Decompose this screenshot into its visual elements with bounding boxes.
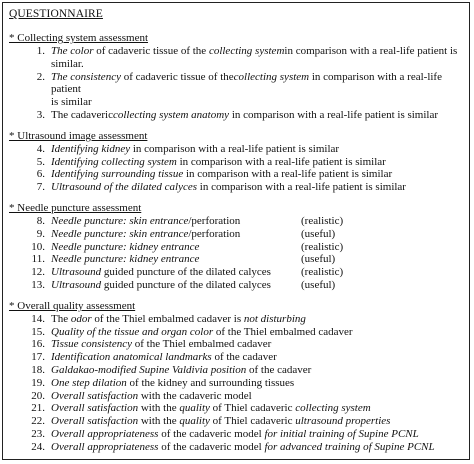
question-text-part: Ultrasound of the dilated calyces [51,181,198,194]
question-text-part: Tissue consistency [51,338,132,351]
question-text-part: in comparison with a real-life patient is similar [197,181,406,194]
question-text [51,313,463,326]
question-number: 21. [31,402,45,415]
question-item [9,390,463,403]
question-text [51,253,463,266]
question-number: 4. [36,142,45,155]
question-text [51,351,463,364]
question-text-part: guided puncture of the dilated calyces [101,278,271,291]
rating-type-label: (useful) [301,227,336,240]
question-number: 8. [36,214,45,227]
question-text-part: with the cadaveric model [138,389,252,402]
rating-type-label: (useful) [301,253,336,266]
question-text-part: in comparison with a real-life patient [51,70,442,96]
section-title-text: * Collecting system assessment [9,32,149,44]
question-text-part: Needle puncture: kidney entrance [51,253,200,266]
question-number: 22. [31,415,45,428]
question-text-part: of the kidney and surrounding tissues [126,376,295,389]
question-item [9,402,463,415]
question-number: 1. [36,45,45,57]
question-text-part: guided puncture of the dilated calyces [101,266,271,279]
question-text-part: with the [138,415,180,428]
question-item [9,326,463,339]
question-text-part: Galdakao-modified Supine Valdivia position [51,363,247,376]
question-item [9,156,463,169]
question-text [51,215,463,228]
question-text [51,156,463,169]
question-text-part: of cadaveric tissue of the [93,45,209,57]
question-number: 2. [36,70,45,83]
question-number: 5. [36,155,45,168]
question-text-part: of the cadaveric model [158,440,265,453]
question-number: 11. [31,253,45,266]
question-text-part: One step dilation [51,376,127,389]
question-text-part: in comparison with a real-life patient is [284,45,458,57]
question-text [51,326,463,339]
question-text [51,71,463,97]
rating-type-label: (realistic) [301,240,344,253]
question-item [9,441,463,454]
question-item [9,181,463,194]
sections-container [9,32,463,454]
question-text-part: ultrasound properties [295,415,391,428]
question-text-part: of Thiel cadaveric [209,415,296,428]
section [9,32,463,122]
question-text-part: in comparison with a real-life patient is similar [229,108,439,121]
question-text-part: Overall satisfaction [51,415,139,428]
section-title-text: * Needle puncture assessment [9,201,142,214]
section-title [9,300,463,313]
question-text [51,390,463,403]
question-number: 9. [36,227,45,240]
question-number: 13. [31,278,45,291]
question-text-part: Needle puncture: skin entrance [51,227,189,240]
question-text [51,428,463,441]
section-title-text: * Overall quality assessment [9,299,136,312]
question-text-part: of cadaveric tissue of the [120,70,234,83]
question-text [51,109,463,122]
rating-type-label: (realistic) [301,266,344,279]
question-text [51,441,463,454]
rating-type-label: (realistic) [301,214,344,227]
question-text-part: Identifying surrounding tissue [51,168,184,181]
question-text [51,241,463,254]
question-item [9,45,463,58]
question-item [9,168,463,181]
question-text [51,364,463,377]
question-text [51,168,463,181]
question-text-part: for initial training of Supine PCNL [264,427,419,440]
question-item [9,71,463,97]
question-number: 7. [36,181,45,194]
question-text-part: odor [70,312,92,325]
question-text [51,338,463,351]
question-text-part: with the [138,402,180,415]
question-text-part: Identification anatomical landmarks [51,351,212,364]
question-number: 20. [31,389,45,402]
question-item [9,143,463,156]
question-text-part: Ultrasound [51,266,102,279]
questionnaire-box [2,2,470,460]
question-number: 6. [36,168,45,181]
question-text-part: Overall satisfaction [51,402,139,415]
question-text-part: Overall satisfaction [51,389,139,402]
question-number: 18. [31,363,45,376]
question-text [51,181,463,194]
question-text-part: of the Thiel embalmed cadaver [213,325,353,338]
question-item [9,338,463,351]
question-item [9,266,463,279]
section-title [9,202,463,215]
question-item [9,377,463,390]
question-text-part: The [51,312,71,325]
question-item [9,279,463,292]
question-text-part: not disturbing [243,312,306,325]
question-text [51,45,463,58]
rating-type-label: (useful) [301,278,336,291]
question-text-part: Identifying collecting system [51,155,177,168]
question-text-part: in comparison with a real-life patient is similar [176,155,386,168]
question-text-part: of the cadaver [246,363,312,376]
question-text-part: collecting system [233,70,310,83]
question-text-part: of the cadaver [211,351,277,364]
question-number: 12. [31,266,45,279]
question-text [51,377,463,390]
question-number: 24. [31,440,45,453]
question-item [9,109,463,122]
question-text [51,143,463,156]
question-number: 10. [31,240,45,253]
question-text-part: /perforation [188,227,241,240]
question-text [51,266,463,279]
question-number: 16. [31,338,45,351]
question-number: 19. [31,376,45,389]
question-item [9,241,463,254]
question-text-part: of the cadaveric model [158,427,265,440]
question-text-part: Overall appropriateness [51,440,159,453]
question-number: 15. [31,325,45,338]
question-text-part: color [70,45,94,57]
question-item [9,364,463,377]
section-title [9,32,463,45]
question-text-part: Needle puncture: kidney entrance [51,240,200,253]
question-text [51,279,463,292]
question-text-part: quality [179,415,210,428]
question-text [51,228,463,241]
section [9,130,463,194]
question-text-part: of Thiel cadaveric [209,402,296,415]
question-item [9,313,463,326]
question-number: 3. [36,108,45,121]
question-text-part: collecting system anatomy [112,108,230,121]
question-text-part: The consistency [51,70,121,83]
section [9,202,463,292]
question-continuation: similar. [51,57,84,70]
question-text-part: collecting system [295,402,371,415]
question-text-part: of the Thiel embalmed cadaver [131,338,272,351]
question-item [9,228,463,241]
questionnaire-title: QUESTIONNAIRE [9,8,103,20]
question-text-part: Identifying kidney [51,142,131,155]
section-title-text: * Ultrasound image assessment [9,129,148,142]
question-text [51,402,463,415]
question-text-part: Quality of the tissue and organ color [51,325,214,338]
question-text-part: in comparison with a real-life patient is similar [130,142,340,155]
section-title [9,130,463,143]
question-text-part: Needle puncture: skin entrance [51,214,189,227]
question-text [51,415,463,428]
question-number: 23. [31,427,45,440]
question-text-part: Ultrasound [51,278,102,291]
question-item [9,351,463,364]
question-item [9,428,463,441]
question-item [9,253,463,266]
question-text-part: The [51,45,71,57]
question-text-part: Overall appropriateness [51,427,159,440]
question-text-part: /perforation [188,214,241,227]
question-text-part: quality [179,402,210,415]
section [9,300,463,454]
question-text-part: of the Thiel embalmed cadaver is [91,312,244,325]
question-text-part: The cadaveric [51,108,113,121]
question-text-part: in comparison with a real-life patient is similar [183,168,393,181]
question-item [9,215,463,228]
question-number: 17. [31,351,45,364]
question-number: 14. [31,312,45,325]
question-item [9,415,463,428]
question-text-part: collecting system [208,45,285,57]
question-text-part: for advanced training of Supine PCNL [264,440,435,453]
question-continuation: is similar [51,96,92,109]
